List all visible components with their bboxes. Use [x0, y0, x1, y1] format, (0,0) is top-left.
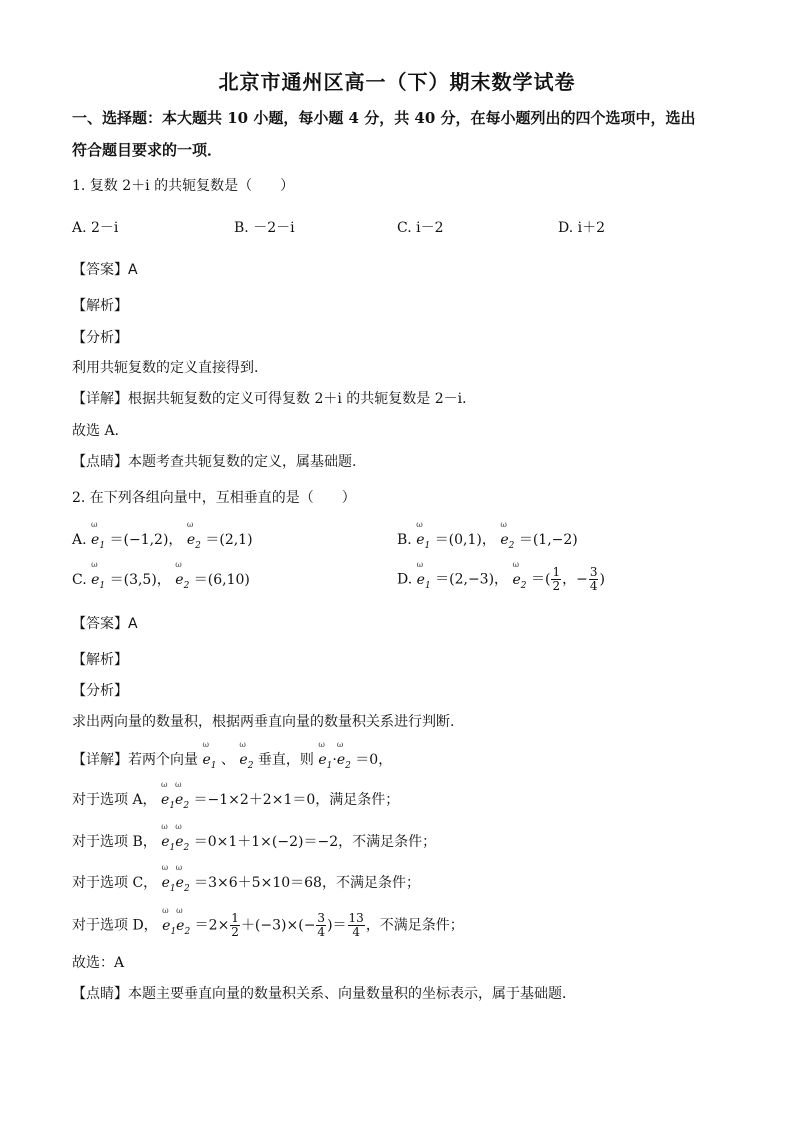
q1-stem: 1. 复数 2＋i 的共轭复数是（ ）	[72, 178, 295, 194]
q2-detail: 【详解】若两个向量 ω $e_1$ 、 ω $e_2$ 垂直，则 ω $e_1\cdot$ ω $e_2 =0$，	[72, 750, 392, 776]
q2-check-c: 对于选项 C， ω $e_1$ ω $e_2 =3\times 6+5\times 10=68$，不满足条件；	[72, 873, 420, 899]
q2-option-c-label: C.	[72, 572, 87, 588]
q2-check-a: 对于选项 A， ω $e_1$ ω $e_2 =-1\times 2+2\times 1=0$，满足条件；	[72, 790, 399, 816]
vector-e2: ω $e_2$	[175, 560, 190, 591]
vector-e2: ω $e_2$	[176, 905, 191, 937]
q1-fenxi-label: 【分析】	[72, 330, 128, 346]
vector-e1: ω $e_1$	[318, 740, 333, 771]
vector-e2: ω $e_2$	[175, 863, 190, 894]
vector-e2: ω $e_2$	[175, 822, 190, 853]
q2-option-d-label: D.	[397, 571, 413, 588]
q2-option-c: C. ω $e_1 =(3,5)$， ω $e_2 =(6,10)$	[72, 570, 250, 596]
vector-e1: ω $e_1$	[416, 520, 431, 551]
q2-fenxi-label: 【分析】	[72, 683, 128, 699]
vector-e2: ω $e_2$	[175, 780, 190, 811]
q2-analysis-label: 【解析】	[72, 652, 128, 668]
q2-stem: 2. 在下列各组向量中，互相垂直的是（ ）	[72, 490, 356, 506]
vector-e1: ω $e_1$	[91, 560, 106, 591]
vector-e1: ω $e_1$	[161, 863, 176, 894]
fraction-3-4: $\frac{3}{4}$	[589, 565, 598, 593]
vector-e2: ω $e_2$	[500, 520, 515, 551]
q2-fenxi-text: 求出两向量的数量积，根据两垂直向量的数量积关系进行判断.	[72, 714, 455, 730]
q1-fenxi-text: 利用共轭复数的定义直接得到.	[72, 360, 259, 376]
q1-detail: 【详解】根据共轭复数的定义可得复数 2＋i 的共轭复数是 2－i．	[72, 391, 477, 407]
fraction-13-4: $\frac{13}{4}$	[348, 911, 364, 939]
vector-e2: ω $e_2$	[336, 740, 351, 771]
q2-option-d: D. ω $e_1 =(2,-3)$， ω $e_2$ ＝( $\frac{1}{2}$ ，− $\frac{3}{4}$ )	[397, 566, 605, 595]
q2-answer: 【答案】A	[72, 616, 138, 632]
fraction-3-4: $\frac{3}{4}$	[317, 911, 326, 939]
page-title: 北京市通州区高一（下）期末数学试卷	[218, 70, 576, 94]
q1-answer: 【答案】A	[72, 262, 138, 278]
vector-e1: ω $e_1$	[161, 822, 176, 853]
vector-e1: ω $e_1$	[91, 520, 106, 551]
vector-e1: ω $e_1$	[162, 905, 177, 937]
vector-e2: ω $e_2$	[186, 520, 201, 551]
vector-e1: ω $e_1$	[161, 780, 176, 811]
vector-e1: ω $e_1$	[416, 559, 431, 591]
q2-option-b-label: B.	[397, 532, 412, 548]
q2-comment: 【点睛】本题主要垂直向量的数量积关系、向量数量积的坐标表示，属于基础题．	[72, 986, 576, 1002]
section-heading-line2: 符合题目要求的一项．	[72, 141, 223, 159]
q2-option-a-label: A.	[72, 532, 87, 548]
q1-option-c: C. i－2	[397, 220, 444, 236]
q2-option-b: B. ω $e_1 =(0,1)$， ω $e_2 =(1,-2)$	[397, 530, 578, 556]
q2-option-a: A. ω $e_1 =(-1,2)$， ω $e_2 =(2,1)$	[72, 530, 253, 556]
q2-choose: 故选：A	[72, 955, 125, 971]
q1-choose: 故选 A.	[72, 423, 120, 439]
q2-check-b: 对于选项 B， ω $e_1$ ω $e_2 =0\times 1+1\times(-2)=-2$，不满足条件；	[72, 832, 436, 858]
q1-analysis-label: 【解析】	[72, 298, 128, 314]
q2-check-d: 对于选项 D， ω $e_1$ ω $e_2 =2\times$ $\frac{1}{2}$ ＋(−3)×(− $\frac{3}{4}$ )＝ $\frac{13}{4}$ ，不满足条件；	[72, 912, 464, 941]
section-heading-line1: 一、选择题：本大题共 10 小题，每小题 4 分，共 40 分，在每小题列出的四个选项中，选出	[72, 109, 696, 127]
vector-e2: ω $e_2$	[512, 559, 527, 591]
vector-e2: ω $e_2$	[239, 740, 254, 771]
q1-option-b: B. －2－i	[234, 220, 295, 236]
fraction-1-2: $\frac{1}{2}$	[552, 565, 561, 593]
q1-option-d: D. i＋2	[558, 220, 606, 236]
q1-comment: 【点睛】本题考查共轭复数的定义，属基础题.	[72, 454, 357, 470]
fraction-1-2: $\frac{1}{2}$	[231, 911, 239, 939]
vector-e1: ω $e_1$	[202, 740, 217, 771]
q1-option-a: A. 2－i	[72, 220, 119, 236]
